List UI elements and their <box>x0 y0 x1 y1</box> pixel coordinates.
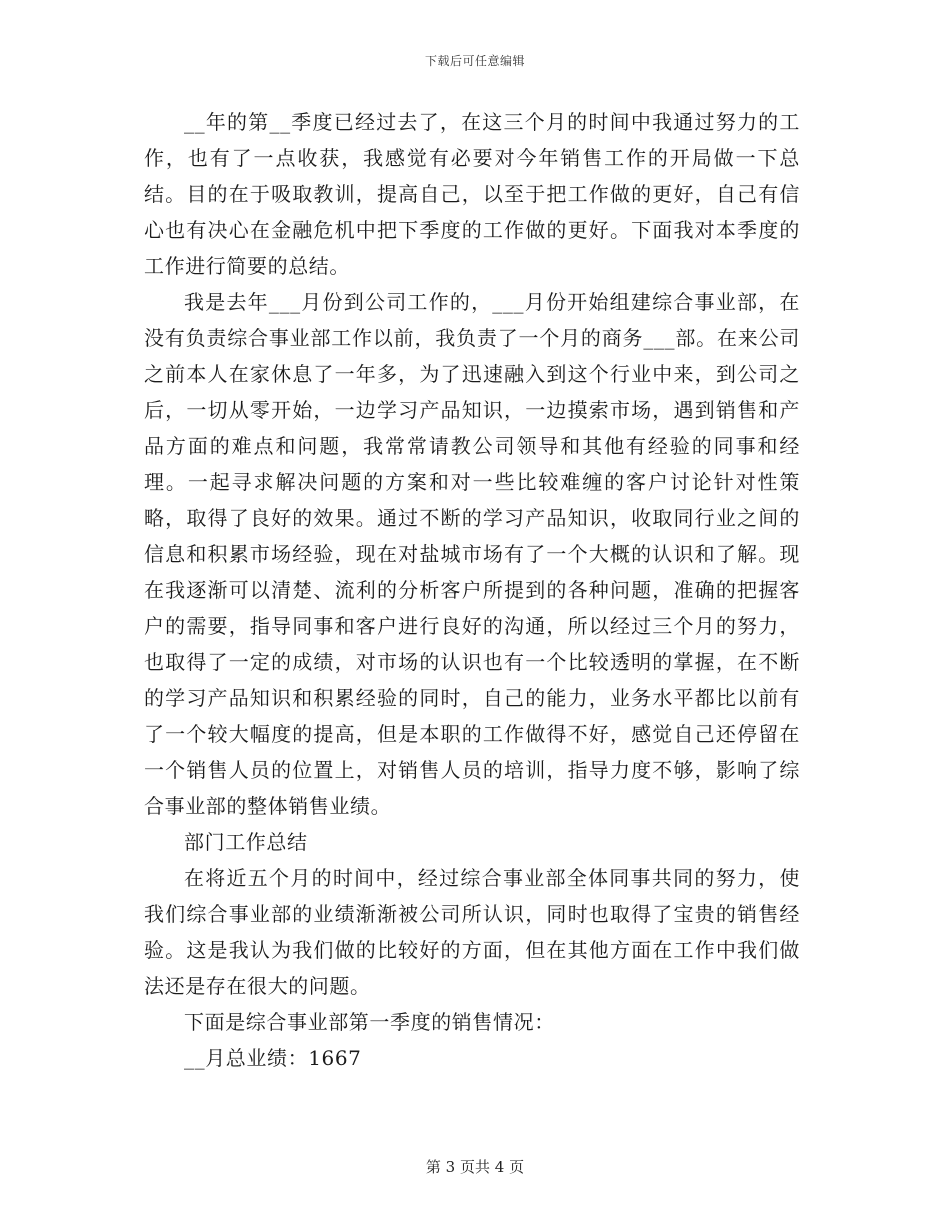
paragraph-department: 在将近五个月的时间中，经过综合事业部全体同事共同的努力，使我们综合事业部的业绩渐渐被公司所认识，同时也取得了宝贵的销售经验。这是我认为我们做的比较好的方面，但在其他方面在工作中我们做法还是存在很大的问题。 <box>144 866 800 998</box>
page-header-note: 下载后可任意编辑 <box>424 54 525 68</box>
page-number: 第 3 页共 4 页 <box>425 1158 525 1176</box>
section-heading-department-summary: 部门工作总结 <box>184 830 308 854</box>
paragraph-intro: __年的第__季度已经过去了，在这三个月的时间中我通过努力的工作，也有了一点收获，我感觉有必要对今年销售工作的开局做一下总结。目的在于吸取教训，提高自己，以至于把工作做的更好，自己有信心也有决心在金融危机中把下季度的工作做的更好。下面我对本季度的工作进行简要的总结。 <box>144 110 800 278</box>
document-body <box>144 104 800 1076</box>
paragraph-monthly-total: __月总业绩：1667 <box>184 1046 362 1070</box>
paragraph-sales-intro: 下面是综合事业部第一季度的销售情况： <box>184 1010 555 1034</box>
paragraph-background: 我是去年___月份到公司工作的，___月份开始组建综合事业部，在没有负责综合事业部工作以前，我负责了一个月的商务___部。在来公司之前本人在家休息了一年多，为了迅速融入到这个行业中来，到公司之后，一切从零开始，一边学习产品知识，一边摸索市场，遇到销售和产品方面的难点和问题，我常常请教公司领导和其他有经验的同事和经理。一起寻求解决问题的方案和对一些比较难缠的客户讨论针对性策略，取得了良好的效果。通过不断的学习产品知识，收取同行业之间的信息和积累市场经验，现在对盐城市场有了一个大概的认识和了解。现在我逐渐可以清楚、流利的分析客户所提到的各种问题，准确的把握客户的需要，指导同事和客户进行良好的沟通，所以经过三个月的努力，也取得了一定的成绩，对市场的认识也有一个比较透明的掌握，在不断的学习产品知识和积累经验的同时，自己的能力，业务水平都比以前有了一个较大幅度的提高，但是本职的工作做得不好，感觉自己还停留在一个销售人员的位置上，对销售人员的培训，指导力度不够，影响了综合事业部的整体销售业绩。 <box>144 290 800 818</box>
